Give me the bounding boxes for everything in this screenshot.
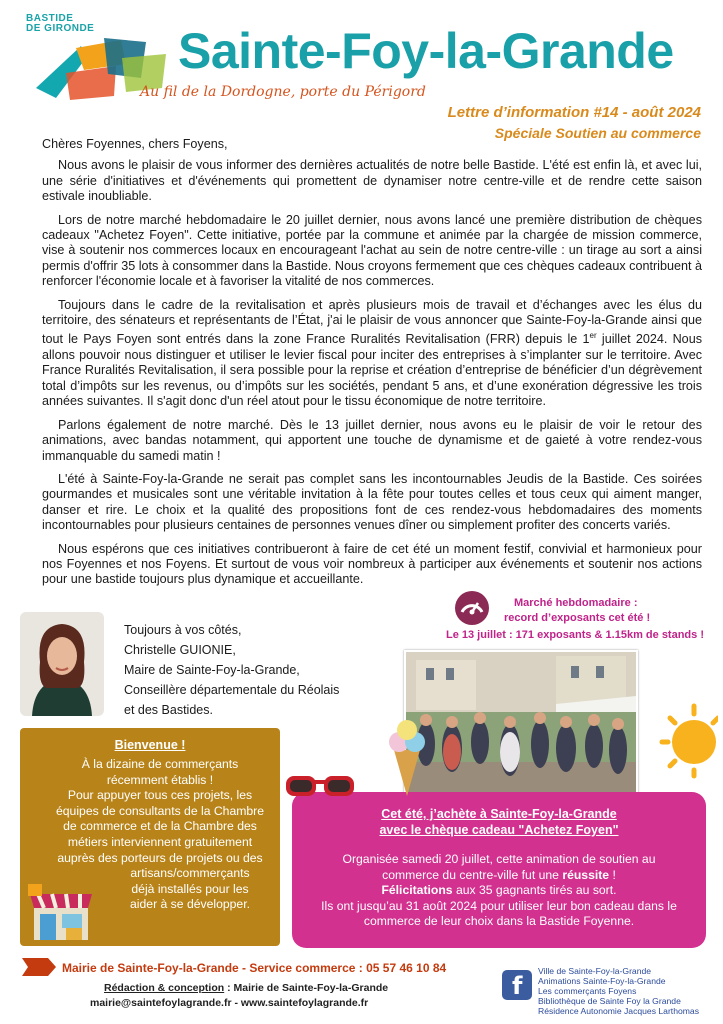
gift-cheque-line-part: !: [609, 867, 616, 882]
tagline: Au fil de la Dordogne, porte du Périgord: [140, 84, 426, 100]
gift-cheque-line: [300, 883, 698, 899]
facebook-page-link[interactable]: Résidence Autonomie Jacques Larthomas: [538, 1006, 699, 1016]
sun-icon: [648, 696, 718, 786]
congrats-word: Félicitations: [381, 883, 453, 898]
gift-cheque-line-part: aux 35 gagnants tirés au sort.: [452, 883, 617, 898]
paragraph-market: Parlons également de notre marché. Dès le 13 juillet dernier, nous avons eu le plaisir de voir le retour des animations, avec bandas notamment, qui apportent une touche de dynamisme et de gaieté à votre rendez-vous immanquable du samedi matin !: [42, 417, 702, 463]
sunglasses-icon: [284, 770, 356, 804]
storefront-icon: [26, 880, 96, 942]
market-record: record d’exposants cet été !: [504, 612, 651, 624]
facebook-icon[interactable]: f: [502, 970, 532, 1000]
facebook-page-link[interactable]: Bibliothèque de Sainte Foy la Grande: [538, 996, 681, 1006]
market-stats: Le 13 juillet : 171 exposants & 1.15km de stands !: [446, 629, 704, 641]
gift-cheque-line: [300, 868, 698, 884]
paragraph-gift-cheques: Lors de notre marché hebdomadaire le 20 juillet dernier, nous avons lancé une première distribution de chèques cadeaux "Achetez Foyen". Cette initiative, portée par la commune et animée par la chargée de mission commerce, vise à soutenir nos commerces locaux en encourageant l'achat au sein de notre centre-ville : un tirage au sort a ainsi permis d'offrir 35 lots à consommer dans la Bastide. Nous croyons fermement que ces chèques cadeaux contribuent à renforcer l'économie locale et à favoriser la vitalité de nos commerces.: [42, 212, 702, 289]
town-title: Sainte-Foy-la-Grande: [178, 23, 674, 79]
paragraph-frr-part1: Toujours dans le cadre de la revitalisation et après plusieurs mois de travail et d’échanges avec les élus du territoire, des sénateurs et représentants de l’État, j'ai le plaisir de vous annoncer que Sainte-Foy-la-Grande ainsi que tout le Pays Foyen sont entrés dans la zone France Ruralités Revitalisation (FRR) depuis le 1: [42, 297, 702, 347]
mayor-portrait: [20, 612, 104, 716]
service-contact: Mairie de Sainte-Foy-la-Grande - Service commerce : 05 57 46 10 84: [62, 961, 447, 975]
greeting: Chères Foyennes, chers Foyens,: [42, 137, 228, 151]
ordinal-suffix: er: [589, 331, 597, 341]
gift-cheque-title: [292, 806, 706, 838]
welcome-line: métiers interviennent gratuitement: [67, 834, 253, 849]
contact-links[interactable]: mairie@saintefoylagrande.fr - www.saintefoylagrande.fr: [90, 997, 369, 1009]
credits-value: : Mairie de Sainte-Foy-la-Grande: [224, 982, 389, 994]
arrow-banner-icon: [22, 958, 56, 976]
signature-greeting: Toujours à vos côtés,: [124, 623, 242, 637]
paragraph-frr-part2: juillet 2024. Nous allons pouvoir nous distinguer et utiliser le levier fiscal pour inciter des entreprises à s’implanter sur le territoire. Avec France Ruralités Revitalisation, il sera possible pour la reprise et création d’entreprise de bénéficier d’un dégrèvement total d’impôts sur les revenus, ou d’impôts sur les sociétés, pendant 5 ans, et d’une exonération dégressive les trois années suivantes. Il s'agit donc d'un réel atout pour le tissu économique de notre territoire.: [42, 332, 702, 409]
gift-cheque-line: Organisée samedi 20 juillet, cette animation de soutien au: [342, 852, 656, 866]
welcome-line: récemment établis !: [106, 772, 214, 787]
ice-cream-icon: [384, 718, 430, 798]
signature-role-3: et des Bastides.: [124, 703, 213, 717]
welcome-line: équipes de consultants de la Chambre: [56, 803, 264, 818]
paragraph-closing: Nous espérons que ces initiatives contribueront à faire de cet été un moment festif, convivial et harmonieux pour nos Foyennes et nos Foyens. Et surtout de vous voir nombreux à participer aux événements et soutenir nos actions pour une bastide toujours plus dynamique et accueillante.: [42, 541, 702, 587]
welcome-line: auprès des porteurs de projets ou des: [57, 850, 263, 865]
welcome-line: artisans/commerçants: [130, 866, 250, 881]
facebook-page-link[interactable]: Les commerçants Foyens: [538, 986, 637, 996]
signature-name: Christelle GUIONIE,: [124, 643, 236, 657]
newsletter-title: Lettre d’information #14 - août 2024: [447, 104, 701, 121]
paragraph-intro: Nous avons le plaisir de vous informer des dernières actualités de notre belle Bastide. L'été est enfin là, et avec lui, une série d'initiatives et d'événements qui promettent de dynamiser notre centre-ville et de rendre cette saison estivale inoubliable.: [42, 158, 702, 204]
gift-cheque-line: commerce de leur choix dans la Bastide Foyenne.: [363, 914, 635, 929]
market-photo: [404, 650, 638, 809]
signature-block: [124, 620, 339, 720]
market-title: Marché hebdomadaire :: [514, 597, 638, 609]
credits-label: Rédaction & conception: [104, 982, 225, 994]
facebook-page-link[interactable]: Animations Sainte-Foy-la-Grande: [538, 976, 666, 986]
gift-cheque-text: [300, 852, 698, 930]
welcome-line: aider à se développer.: [130, 897, 250, 912]
signature-role-2: Conseillère départementale du Réolais: [124, 683, 340, 697]
welcome-title: Bienvenue !: [114, 738, 186, 752]
signature-role: Maire de Sainte-Foy-la-Grande,: [124, 663, 300, 677]
editorial-text: [42, 137, 702, 596]
speedometer-icon: [454, 590, 490, 626]
facebook-pages: [538, 966, 699, 1016]
credits: [104, 982, 388, 994]
success-word: réussite: [562, 867, 610, 882]
welcome-line: de commerce et de la Chambre des: [63, 819, 257, 834]
newsletter-subtitle: Spéciale Soutien au commerce: [494, 125, 701, 141]
facebook-page-link[interactable]: Ville de Sainte-Foy-la-Grande: [538, 966, 652, 976]
gift-cheque-line-part: commerce du centre-ville fut une: [382, 867, 563, 882]
welcome-line: déjà installés pour les: [131, 881, 249, 896]
welcome-line: À la dizaine de commerçants: [81, 757, 239, 771]
gift-cheque-title-line1: Cet été, j’achète à Sainte-Foy-la-Grande: [381, 807, 617, 821]
paragraph-jeudis: L'été à Sainte-Foy-la-Grande ne serait pas complet sans les incontournables Jeudis de la Bastide. Ces soirées gourmandes et musicales sont une véritable invitation à la fête pour toutes celles et tous ceux qui aiment manger, danser et rire. Le choix et la qualité des propositions font de ces rendez-vous hebdomadaires des moments incontournables pour plusieurs centaines de personnes venues dîner ou simplement profiter des concerts variés.: [42, 471, 702, 533]
gift-cheque-line: Ils ont jusqu’au 31 août 2024 pour utiliser leur bon cadeau dans le: [321, 898, 677, 913]
brand-label: BASTIDE DE GIRONDE: [26, 13, 95, 34]
paragraph-frr: [42, 298, 702, 410]
gift-cheque-title-line2: avec le chèque cadeau "Achetez Foyen": [379, 823, 619, 837]
welcome-line: Pour appuyer tous ces projets, les: [67, 788, 253, 803]
